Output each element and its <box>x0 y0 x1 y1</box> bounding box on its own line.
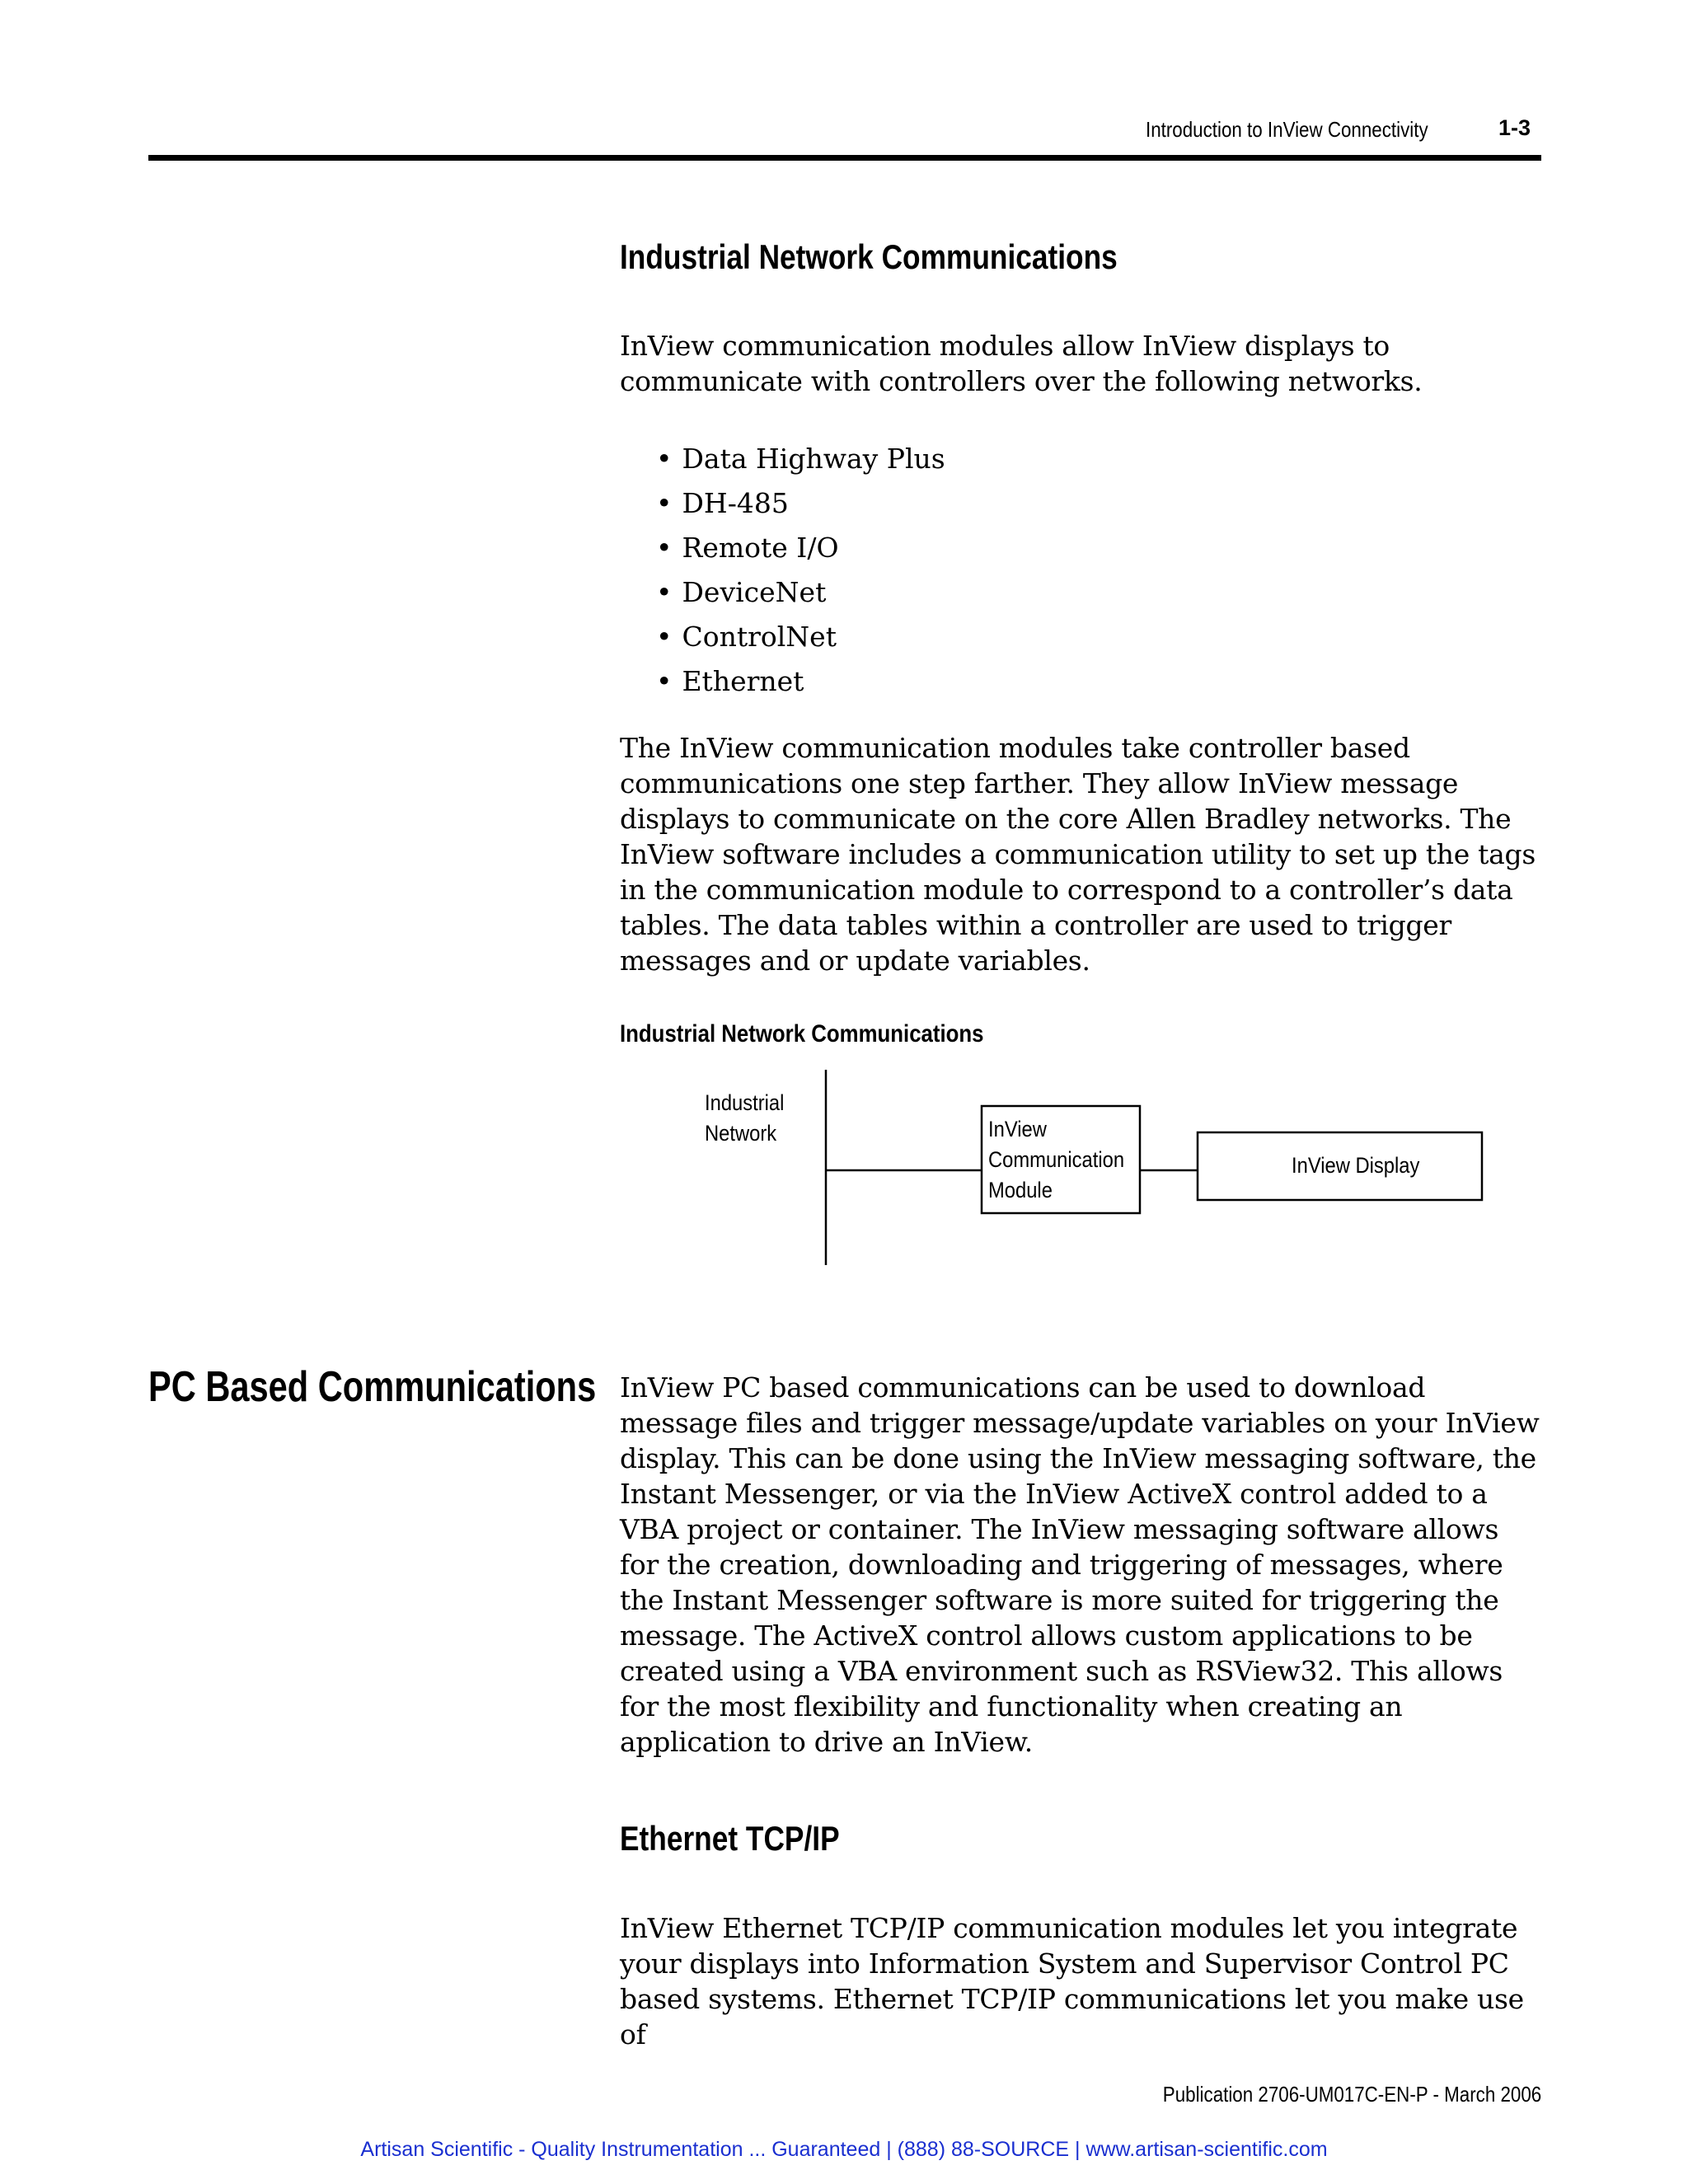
industrial-network-label: Industrial Network <box>705 1090 785 1146</box>
ethernet-paragraph: InView Ethernet TCP/IP communication modules let you integrate your displays into Information System and Supervisor Control PC based systems. Ethernet TCP/IP communications let you make use of <box>620 1912 1524 2050</box>
artisan-watermark: Artisan Scientific - Quality Instrumentation ... Guaranteed | (888) 88-SOURCE | www.artisan-scientific.com <box>360 2138 1328 2161</box>
industrial-body-paragraph: The InView communication modules take controller based communications one step farther. They allow InView message displays to communicate on the core Allen Bradley networks. The InView software includes a communication utility to set up the tags in the communication module to correspond to a controller’s data tables. The data tables within a controller are used to trigger messages and or update variables. <box>620 732 1536 977</box>
network-list <box>656 437 945 704</box>
network-list-item: • ControlNet <box>656 615 945 659</box>
network-list-item: • DH-485 <box>656 481 945 526</box>
pc-based-paragraph: InView PC based communications can be used to download message files and trigger message/update variables on your InView display. This can be done using the InView messaging software, the Instant Messenger, or via the InView ActiveX control added to a VBA project or container. The InView messaging software allows for the creation, downloading and triggering of messages, where the Instant Messenger software is more suited for triggering the message. The ActiveX control allows custom applications to be created using a VBA environment such as RSView32. This allows for the most flexibility and functionality when creating an application to drive an InView. <box>620 1371 1540 1758</box>
communication-module-label: InView Communication Module <box>988 1117 1125 1202</box>
ethernet-heading: Ethernet TCP/IP <box>620 1819 840 1858</box>
header-rule <box>148 155 1541 161</box>
pc-based-heading: PC Based Communications <box>148 1363 597 1411</box>
industrial-intro-paragraph: InView communication modules allow InView displays to communicate with controllers over the following networks. <box>620 330 1423 397</box>
page-number: 1-3 <box>1498 115 1531 140</box>
network-list-item: • Ethernet <box>656 659 945 704</box>
industrial-network-heading: Industrial Network Communications <box>620 237 1118 276</box>
network-list-item: • DeviceNet <box>656 570 945 615</box>
running-header-title: Introduction to InView Connectivity <box>1146 117 1428 142</box>
figure-caption: Industrial Network Communications <box>620 1020 984 1047</box>
inview-display-label: InView Display <box>1292 1153 1420 1178</box>
publication-footer: Publication 2706-UM017C-EN-P - March 2006 <box>1162 2082 1541 2107</box>
network-list-item: • Remote I/O <box>656 526 945 570</box>
network-list-item: • Data Highway Plus <box>656 437 945 481</box>
